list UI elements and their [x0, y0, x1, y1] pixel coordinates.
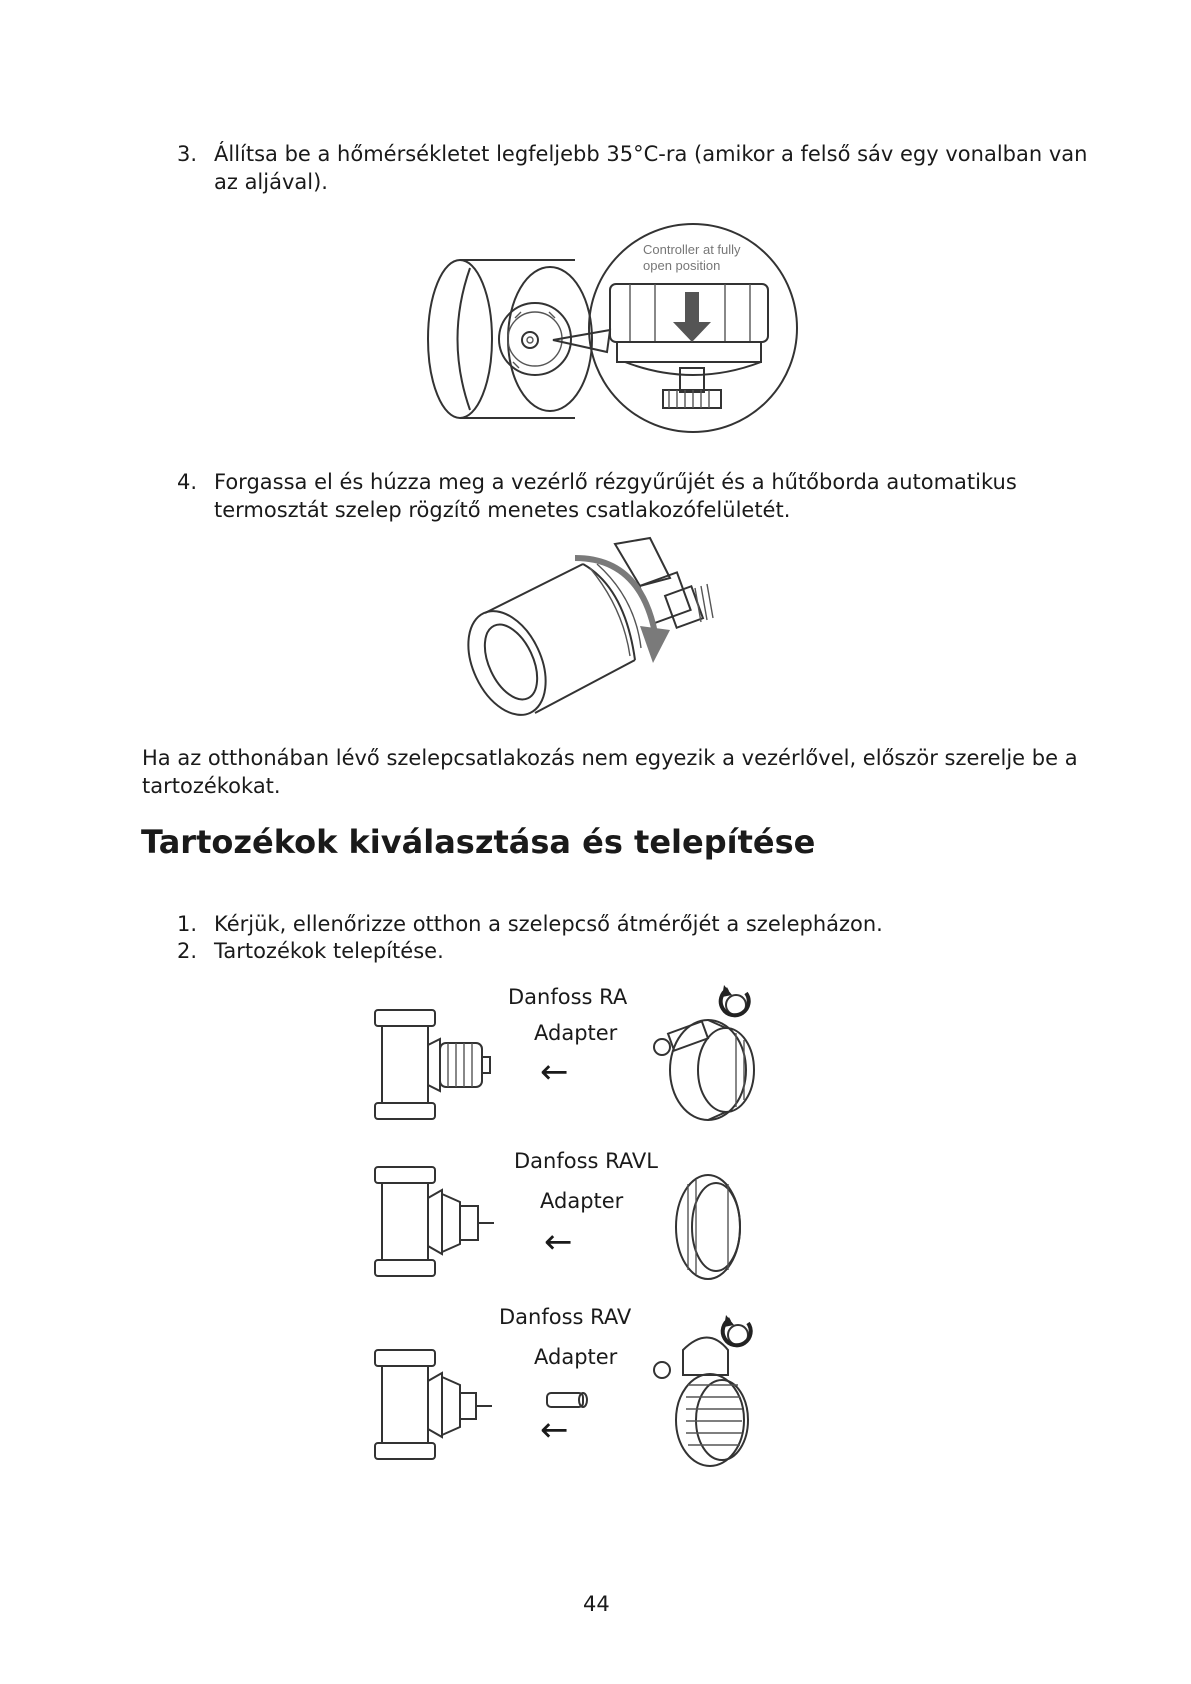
step-text-line: Forgassa el és húzza meg a vezérlő rézgyűrűjét és a hűtőborda automatikus [214, 470, 1017, 494]
rav-adapter-ring [648, 1315, 778, 1475]
pin-icon [545, 1390, 590, 1410]
ravl-adapter-ring [668, 1170, 758, 1285]
step-text-line: Állítsa be a hőmérsékletet legfeljebb 35°C-ra (amikor a felső sáv egy vonalban van [214, 142, 1088, 166]
paragraph-line: tartozékokat. [142, 774, 281, 798]
step-text: Kérjük, ellenőrizze otthon a szelepcső átmérőjét a szelepházon. [214, 912, 883, 936]
thermostat-install-figure [465, 538, 740, 718]
adapter-name: Danfoss RAVL [514, 1149, 658, 1173]
page-number: 44 [583, 1592, 610, 1616]
adapter-label: Adapter [534, 1345, 618, 1369]
valve-body-ra [370, 1005, 500, 1125]
callout-text: Controller at fully [643, 242, 741, 257]
paragraph-line: Ha az otthonában lévő szelepcsatlakozás nem egyezik a vezérlővel, először szerelje be a [142, 746, 1078, 770]
adapter-label: Adapter [534, 1021, 618, 1045]
valve-body-ravl [370, 1162, 500, 1282]
thermostat-fully-open-figure [385, 218, 805, 428]
insert-arrow-icon: ← [540, 1410, 569, 1450]
adapter-label: Adapter [540, 1189, 624, 1213]
adapter-name: Danfoss RAV [499, 1305, 632, 1329]
step-text-line: az aljával). [214, 170, 328, 194]
callout-text: open position [643, 258, 721, 273]
ra-adapter-ring [648, 985, 778, 1125]
section-heading: Tartozékok kiválasztása és telepítése [141, 823, 816, 861]
adapter-name: Danfoss RA [508, 985, 628, 1009]
step-number: 4. [177, 470, 198, 494]
insert-arrow-icon: ← [544, 1222, 573, 1262]
step-text-line: termosztát szelep rögzítő menetes csatlakozófelületét. [214, 498, 791, 522]
step-number: 2. [177, 939, 198, 963]
step-number: 3. [177, 142, 198, 166]
step-number: 1. [177, 912, 198, 936]
step-text: Tartozékok telepítése. [214, 939, 444, 963]
valve-body-rav [370, 1345, 500, 1465]
insert-arrow-icon: ← [540, 1052, 569, 1092]
